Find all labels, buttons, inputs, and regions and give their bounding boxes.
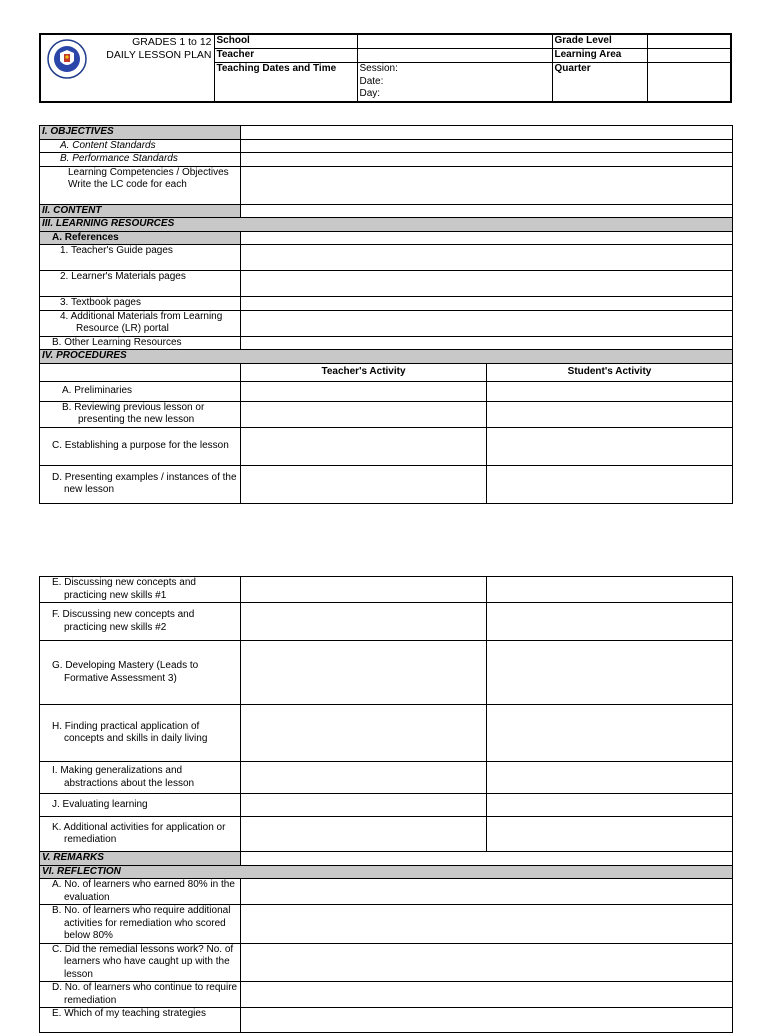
reflection-d-label: D. No. of learners who continue to require remediation [40, 982, 241, 1008]
table-row [40, 126, 733, 140]
student-activity-header: Student's Activity [487, 363, 733, 381]
lesson-plan-header [39, 33, 732, 103]
procedure-c-student[interactable] [487, 427, 733, 465]
reflection-c-label: C. Did the remedial lessons work? No. of learners who have caught up with the lesson [40, 943, 241, 982]
references-field[interactable] [241, 231, 733, 245]
day-label: Day: [359, 88, 381, 100]
teacher-field[interactable] [357, 49, 552, 63]
remarks-heading: V. REMARKS [40, 852, 241, 866]
procedure-f-teacher[interactable] [241, 603, 487, 641]
content-heading: II. CONTENT [40, 204, 241, 218]
additional-materials-field[interactable] [241, 310, 733, 336]
reflection-c-field[interactable] [241, 943, 733, 982]
procedure-h-label: H. Finding practical application of concepts and skills in daily living [40, 705, 241, 762]
table-row [40, 204, 733, 218]
procedure-e-label: E. Discussing new concepts and practicing new skills #1 [40, 577, 241, 603]
table-row [40, 1008, 733, 1033]
procedure-c-teacher[interactable] [241, 427, 487, 465]
procedure-j-student[interactable] [487, 794, 733, 817]
table-row [40, 401, 733, 427]
procedure-j-label: J. Evaluating learning [40, 794, 241, 817]
reflection-b-label: B. No. of learners who require additional activities for remediation who scored below 80% [40, 905, 241, 944]
procedure-a-label: A. Preliminaries [40, 381, 241, 401]
table-row [40, 336, 733, 350]
procedures-heading: IV. PROCEDURES [40, 350, 733, 364]
table-row [40, 982, 733, 1008]
competencies-field[interactable] [241, 166, 733, 204]
textbook-field[interactable] [241, 297, 733, 311]
table-row [40, 852, 733, 866]
teacher-label: Teacher [214, 49, 357, 63]
title-line-2: DAILY LESSON PLAN [106, 49, 212, 61]
textbook-label: 3. Textbook pages [40, 297, 241, 311]
procedure-b-teacher[interactable] [241, 401, 487, 427]
learning-area-label: Learning Area [552, 49, 647, 63]
table-row [40, 943, 733, 982]
table-row [40, 231, 733, 245]
resources-heading: III. LEARNING RESOURCES [40, 218, 733, 232]
teaching-dates-label: Teaching Dates and Time [214, 63, 357, 102]
procedure-c-label: C. Establishing a purpose for the lesson [40, 427, 241, 465]
quarter-label: Quarter [552, 63, 647, 102]
procedure-d-label: D. Presenting examples / instances of the new lesson [40, 465, 241, 503]
session-cell[interactable] [357, 63, 552, 102]
deped-seal-icon [47, 39, 87, 79]
procedures-blank [40, 363, 241, 381]
lesson-plan-table-part-2 [39, 576, 733, 1033]
procedure-d-student[interactable] [487, 465, 733, 503]
grade-level-label: Grade Level [552, 34, 647, 49]
competencies-label: Learning Competencies / Objectives Write the LC code for each [40, 166, 241, 204]
performance-standards-label: B. Performance Standards [40, 153, 241, 167]
quarter-field[interactable] [647, 63, 731, 102]
content-standards-label: A. Content Standards [40, 139, 241, 153]
title-block [40, 34, 214, 102]
procedure-a-student[interactable] [487, 381, 733, 401]
table-row [40, 139, 733, 153]
table-row [40, 705, 733, 762]
procedure-f-student[interactable] [487, 603, 733, 641]
table-row [40, 427, 733, 465]
procedure-i-teacher[interactable] [241, 762, 487, 794]
teachers-guide-label: 1. Teacher's Guide pages [40, 245, 241, 271]
teacher-activity-header: Teacher's Activity [241, 363, 487, 381]
table-row [40, 218, 733, 232]
reflection-d-field[interactable] [241, 982, 733, 1008]
table-row [40, 297, 733, 311]
reflection-e-field[interactable] [241, 1008, 733, 1033]
school-label: School [214, 34, 357, 49]
date-label: Date: [359, 75, 384, 87]
table-row [40, 245, 733, 271]
procedure-b-student[interactable] [487, 401, 733, 427]
reflection-heading: VI. REFLECTION [40, 865, 733, 879]
references-label: A. References [40, 231, 241, 245]
procedure-k-label: K. Additional activities for application or remediation [40, 817, 241, 852]
learning-area-field[interactable] [647, 49, 731, 63]
other-resources-field[interactable] [241, 336, 733, 350]
procedure-g-label: G. Developing Mastery (Leads to Formative Assessment 3) [40, 641, 241, 705]
other-resources-label: B. Other Learning Resources [40, 336, 241, 350]
learners-materials-field[interactable] [241, 271, 733, 297]
procedure-f-label: F. Discussing new concepts and practicing new skills #2 [40, 603, 241, 641]
procedure-e-student[interactable] [487, 577, 733, 603]
table-row [40, 817, 733, 852]
procedure-g-student[interactable] [487, 641, 733, 705]
table-row [40, 794, 733, 817]
learners-materials-label: 2. Learner's Materials pages [40, 271, 241, 297]
teachers-guide-field[interactable] [241, 245, 733, 271]
procedure-k-student[interactable] [487, 817, 733, 852]
lesson-plan-table-part-1 [39, 125, 733, 504]
procedure-h-teacher[interactable] [241, 705, 487, 762]
table-row [40, 865, 733, 879]
table-row [40, 153, 733, 167]
reflection-b-field[interactable] [241, 905, 733, 944]
table-row [40, 350, 733, 364]
reflection-a-field[interactable] [241, 879, 733, 905]
table-row [40, 905, 733, 944]
procedure-i-student[interactable] [487, 762, 733, 794]
procedure-i-label: I. Making generalizations and abstractions about the lesson [40, 762, 241, 794]
table-row [40, 271, 733, 297]
procedure-d-teacher[interactable] [241, 465, 487, 503]
reflection-a-label: A. No. of learners who earned 80% in the evaluation [40, 879, 241, 905]
objectives-heading: I. OBJECTIVES [40, 126, 241, 140]
objectives-field[interactable] [241, 126, 733, 140]
school-field[interactable] [357, 34, 552, 49]
procedure-g-teacher[interactable] [241, 641, 487, 705]
table-row [40, 363, 733, 381]
table-row [40, 577, 733, 603]
table-row [40, 381, 733, 401]
procedure-e-teacher[interactable] [241, 577, 487, 603]
performance-standards-field[interactable] [241, 153, 733, 167]
procedure-h-student[interactable] [487, 705, 733, 762]
table-row [40, 603, 733, 641]
remarks-field[interactable] [241, 852, 733, 866]
content-standards-field[interactable] [241, 139, 733, 153]
table-row [40, 879, 733, 905]
table-row [40, 310, 733, 336]
table-row [40, 166, 733, 204]
additional-materials-label: 4. Additional Materials from Learning Resource (LR) portal [40, 310, 241, 336]
table-row [40, 762, 733, 794]
procedure-j-teacher[interactable] [241, 794, 487, 817]
title-line-1: GRADES 1 to 12 [132, 36, 212, 48]
grade-level-field[interactable] [647, 34, 731, 49]
procedure-a-teacher[interactable] [241, 381, 487, 401]
session-label: Session: [359, 63, 398, 75]
content-field[interactable] [241, 204, 733, 218]
table-row [40, 641, 733, 705]
procedure-k-teacher[interactable] [241, 817, 487, 852]
table-row [40, 465, 733, 503]
reflection-e-label: E. Which of my teaching strategies [40, 1008, 241, 1033]
procedure-b-label: B. Reviewing previous lesson or presenting the new lesson [40, 401, 241, 427]
